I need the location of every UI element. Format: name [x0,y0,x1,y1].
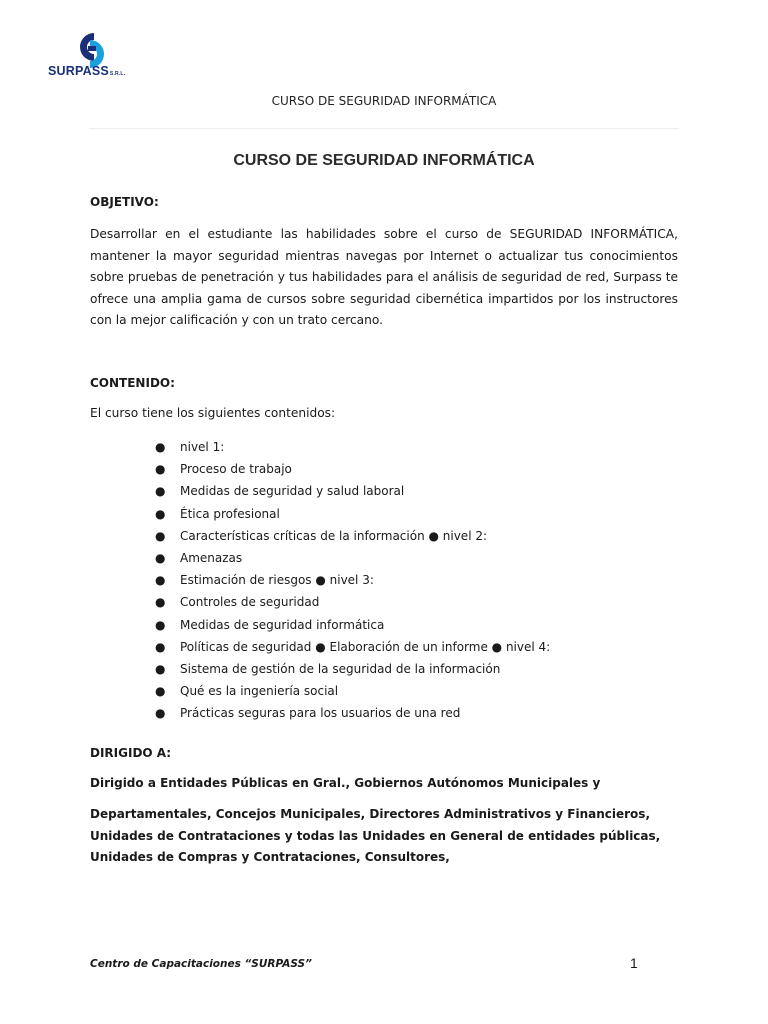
bullet-icon: ● [155,440,166,454]
list-item [155,591,550,613]
list-item [155,480,550,502]
contenido-intro: El curso tiene los siguientes contenidos: [90,406,336,420]
contenido-list [155,436,550,724]
list-item [155,436,550,458]
list-item [155,680,550,702]
list-item [155,614,550,636]
page-number: 1 [630,955,638,971]
dirigido-line1: Dirigido a Entidades Públicas en Gral., Gobiernos Autónomos Municipales y [90,776,601,790]
header-divider [89,128,679,129]
bullet-icon: ● [155,462,166,477]
list-item-text: Medidas de seguridad informática [180,617,385,632]
bullet-icon: ● [155,550,166,565]
bullet-icon: ● [155,528,166,543]
list-item-text: Qué es la ingeniería social [180,684,339,699]
list-item [155,636,550,658]
bullet-icon: ● [155,706,166,721]
dirigido-heading: DIRIGIDO A: [90,746,172,760]
bullet-icon: ● [155,484,166,499]
dirigido-paragraph: Departamentales, Concejos Municipales, Directores Administrativos y Financieros, Unidades de Contrataciones y todas las Unidades en General de entidades públicas, Unidades de Compras y Contrataciones, Consultores, [90,807,661,864]
list-item-text: Ética profesional [180,506,280,521]
logo-wordmark [48,64,125,78]
list-item [155,702,550,724]
company-logo [46,30,138,80]
logo-suffix: S.R.L. [109,71,126,77]
objetivo-heading: OBJETIVO: [90,195,159,209]
list-item [155,525,550,547]
footer-center-name: Centro de Capacitaciones “SURPASS” [90,958,312,970]
bullet-icon: ● [155,684,166,699]
list-item-text: nivel 1: [180,440,225,454]
bullet-icon: ● [155,617,166,632]
bullet-icon: ● [155,661,166,676]
list-item-text: Estimación de riesgos ● nivel 3: [180,573,374,588]
bullet-icon: ● [155,639,166,654]
list-item-text: Sistema de gestión de la seguridad de la información [180,661,501,676]
list-item [155,547,550,569]
contenido-heading: CONTENIDO: [90,376,175,390]
list-item [155,658,550,680]
list-item-text: Proceso de trabajo [180,462,292,477]
document-title: CURSO DE SEGURIDAD INFORMÁTICA [233,152,535,169]
logo-text: SURPASS [48,64,109,78]
list-item-text: Características críticas de la información ● nivel 2: [180,528,488,543]
list-item-text: Controles de seguridad [180,595,320,610]
list-item [155,458,550,480]
list-item [155,503,550,525]
objetivo-paragraph: Desarrollar en el estudiante las habilidades sobre el curso de SEGURIDAD INFORMÁTICA, mantener la mayor seguridad mientras navegas por Internet o actualizar tus conocimientos sobre pruebas de penetración y tus habilidades para el análisis de seguridad de red, Surpass te ofrece una amplia gama de cursos sobre seguridad cibernética impartidos por los instructores con la mejor calificación y con un trato cercano. [90,227,678,327]
bullet-icon: ● [155,506,166,521]
list-item-text: Políticas de seguridad ● Elaboración de un informe ● nivel 4: [180,639,551,654]
bullet-icon: ● [155,573,166,588]
bullet-icon: ● [155,595,166,610]
list-item [155,569,550,591]
list-item-text: Prácticas seguras para los usuarios de una red [180,706,461,721]
page-header-title: CURSO DE SEGURIDAD INFORMÁTICA [271,94,497,108]
list-item-text: Amenazas [180,550,243,565]
list-item-text: Medidas de seguridad y salud laboral [180,484,405,499]
